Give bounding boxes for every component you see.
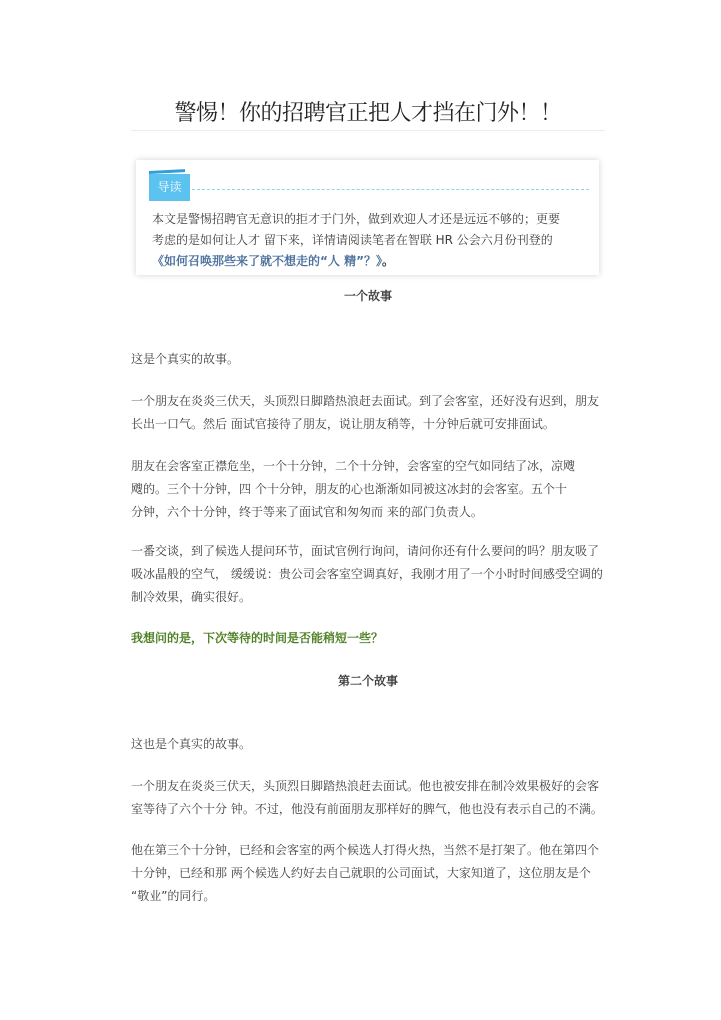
- intro-tag: 导读: [149, 174, 190, 201]
- paragraph-line: 这是个真实的故事。: [131, 352, 240, 366]
- paragraph: [131, 540, 611, 609]
- paragraph-line: 室等待了六个十分 钟。不过，他没有前面朋友那样好的脾气，他也没有表示自己的不满。: [131, 802, 603, 816]
- intro-card: [136, 160, 599, 275]
- intro-line: 考虑的是如何让人才 留下来，详情请阅读笔者在智联 HR 公会六月份刊登的: [152, 233, 553, 247]
- paragraph: [131, 839, 611, 908]
- paragraph-line: 分钟，六个十分钟，终于等来了面试官和匆匆而 来的部门负责人。: [131, 505, 483, 519]
- paragraph-line: 一个朋友在炎炎三伏天，头顶烈日脚踏热浪赶去面试。到了会客室，还好没有迟到，朋友: [131, 394, 600, 408]
- section-heading: 第二个故事: [337, 674, 398, 688]
- page-title: 警惕！你的招聘官正把人才挡在门外！！: [174, 100, 562, 126]
- paragraph: [131, 390, 611, 436]
- title-divider: [131, 130, 605, 131]
- paragraph-line: “敬业”的同行。: [131, 889, 216, 903]
- highlight-question: 我想问的是，下次等待的时间是否能稍短一些？: [131, 631, 384, 645]
- paragraph-line: 十分钟，已经和那 两个候选人约好去自己就职的公司面试，大家知道了，这位朋友是个: [131, 866, 591, 880]
- paragraph-line: 这也是个真实的故事。: [131, 737, 252, 751]
- paragraph-line: 飕的。三个十分钟，四 个十分钟，朋友的心也渐渐如同被这冰封的会客室。五个十: [131, 482, 567, 496]
- paragraph-line: 一番交谈，到了候选人提问环节，面试官例行询问，请问你还有什么要问的吗？朋友吸了: [131, 544, 600, 558]
- paragraph-line: 吸冰晶般的空气， 缓缓说：贵公司会客室空调真好，我刚才用了一个小时时间感受空调的: [131, 567, 603, 581]
- intro-article-link[interactable]: 《如何召唤那些来了就不想走的“人 精”？》: [152, 254, 382, 268]
- paragraph: [131, 348, 611, 371]
- paragraph-line: 朋友在会客室正襟危坐，一个十分钟，二个十分钟，会客室的空气如同结了冰，凉飕: [131, 459, 576, 473]
- section-heading: 一个故事: [343, 289, 392, 303]
- paragraph: [131, 733, 611, 756]
- intro-text: [152, 209, 592, 272]
- intro-link-line: [152, 251, 592, 272]
- paragraph: [131, 455, 611, 524]
- paragraph: [131, 775, 611, 821]
- paragraph-line: 制冷效果，确实很好。: [131, 590, 252, 604]
- paragraph-line: 长出一口气。然后 面试官接待了朋友，说让朋友稍等，十分钟后就可安排面试。: [131, 417, 555, 431]
- paragraph-line: 他在第三个十分钟，已经和会客室的两个候选人打得火热，当然不是打架了。他在第四个: [131, 843, 600, 857]
- intro-line: 本文是警惕招聘官无意识的拒才于门外，做到欢迎人才还是远远不够的；更要: [152, 212, 561, 226]
- intro-dashed-divider: [192, 189, 589, 190]
- intro-link-suffix: 。: [381, 254, 394, 268]
- paragraph-line: 一个朋友在炎炎三伏天，头顶烈日脚踏热浪赶去面试。他也被安排在制冷效果极好的会客: [131, 779, 600, 793]
